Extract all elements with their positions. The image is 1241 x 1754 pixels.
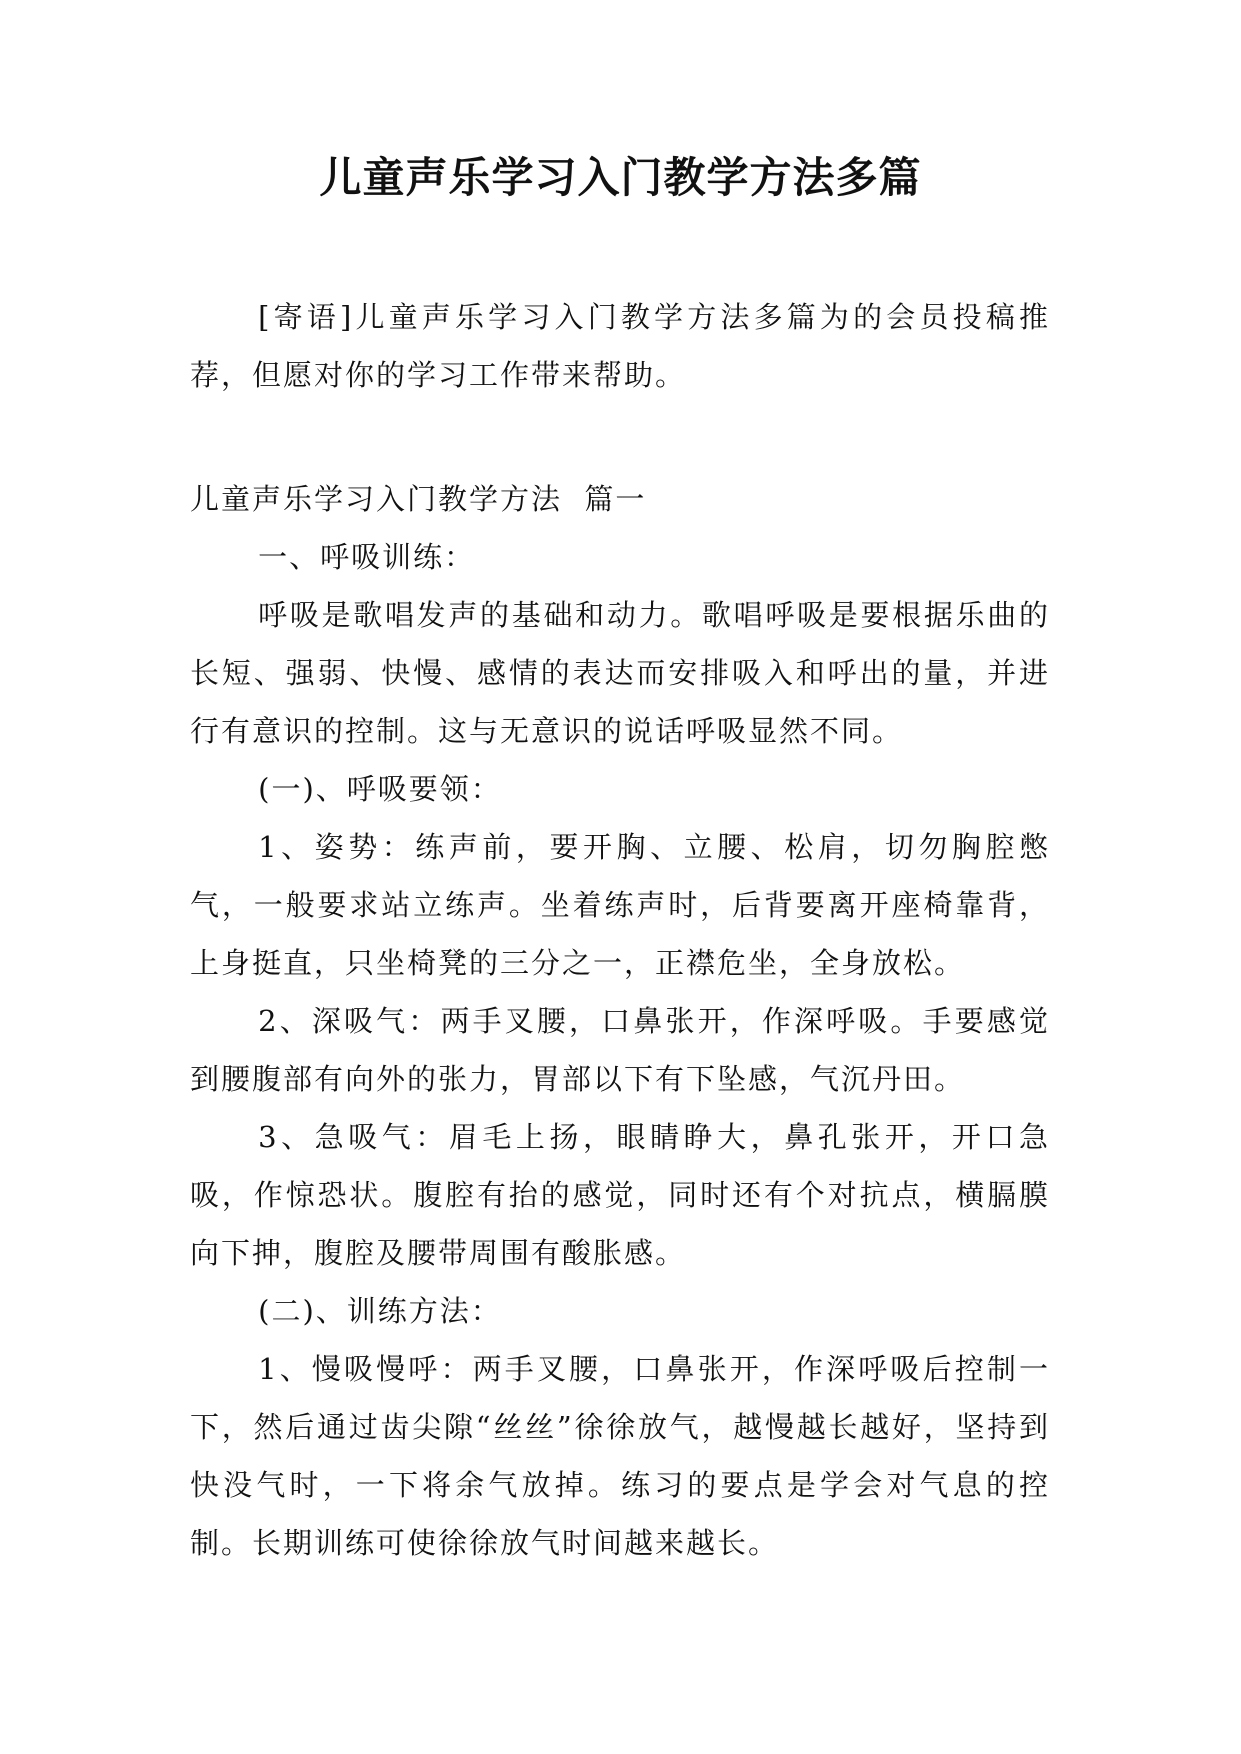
paragraph-8: 1、慢吸慢呼：两手叉腰，口鼻张开，作深呼吸后控制一下，然后通过齿尖隙“丝丝”徐徐放气，越慢越长越好，坚持到快没气时，一下将余气放掉。练习的要点是学会对气息的控制。长期训练可使徐徐放气时间越来越长。 [190,1352,1050,1560]
section-heading: 儿童声乐学习入门教学方法 篇一 [190,482,647,516]
content-block [190,470,1050,1572]
paragraph-7: (二)、训练方法： [258,1294,502,1328]
intro-block [190,288,1050,404]
paragraph-1: 一、呼吸训练： [258,540,476,574]
paragraph-3: (一)、呼吸要领： [258,772,502,806]
intro-paragraph: [寄语]儿童声乐学习入门教学方法多篇为的会员投稿推荐，但愿对你的学习工作带来帮助。 [190,300,1050,392]
paragraph-5: 2、深吸气：两手叉腰，口鼻张开，作深呼吸。手要感觉到腰腹部有向外的张力，胃部以下有下坠感，气沉丹田。 [190,1004,1050,1096]
paragraph-2: 呼吸是歌唱发声的基础和动力。歌唱呼吸是要根据乐曲的长短、强弱、快慢、感情的表达而安排吸入和呼出的量，并进行有意识的控制。这与无意识的说话呼吸显然不同。 [190,598,1050,748]
paragraph-4: 1、姿势：练声前，要开胸、立腰、松肩，切勿胸腔憋气，一般要求站立练声。坐着练声时，后背要离开座椅靠背，上身挺直，只坐椅凳的三分之一，正襟危坐，全身放松。 [190,830,1050,980]
document-title: 儿童声乐学习入门教学方法多篇 [319,153,922,202]
paragraph-6: 3、急吸气：眉毛上扬，眼睛睁大，鼻孔张开，开口急吸，作惊恐状。腹腔有抬的感觉，同时还有个对抗点，横膈膜向下抻，腹腔及腰带周围有酸胀感。 [190,1120,1050,1270]
